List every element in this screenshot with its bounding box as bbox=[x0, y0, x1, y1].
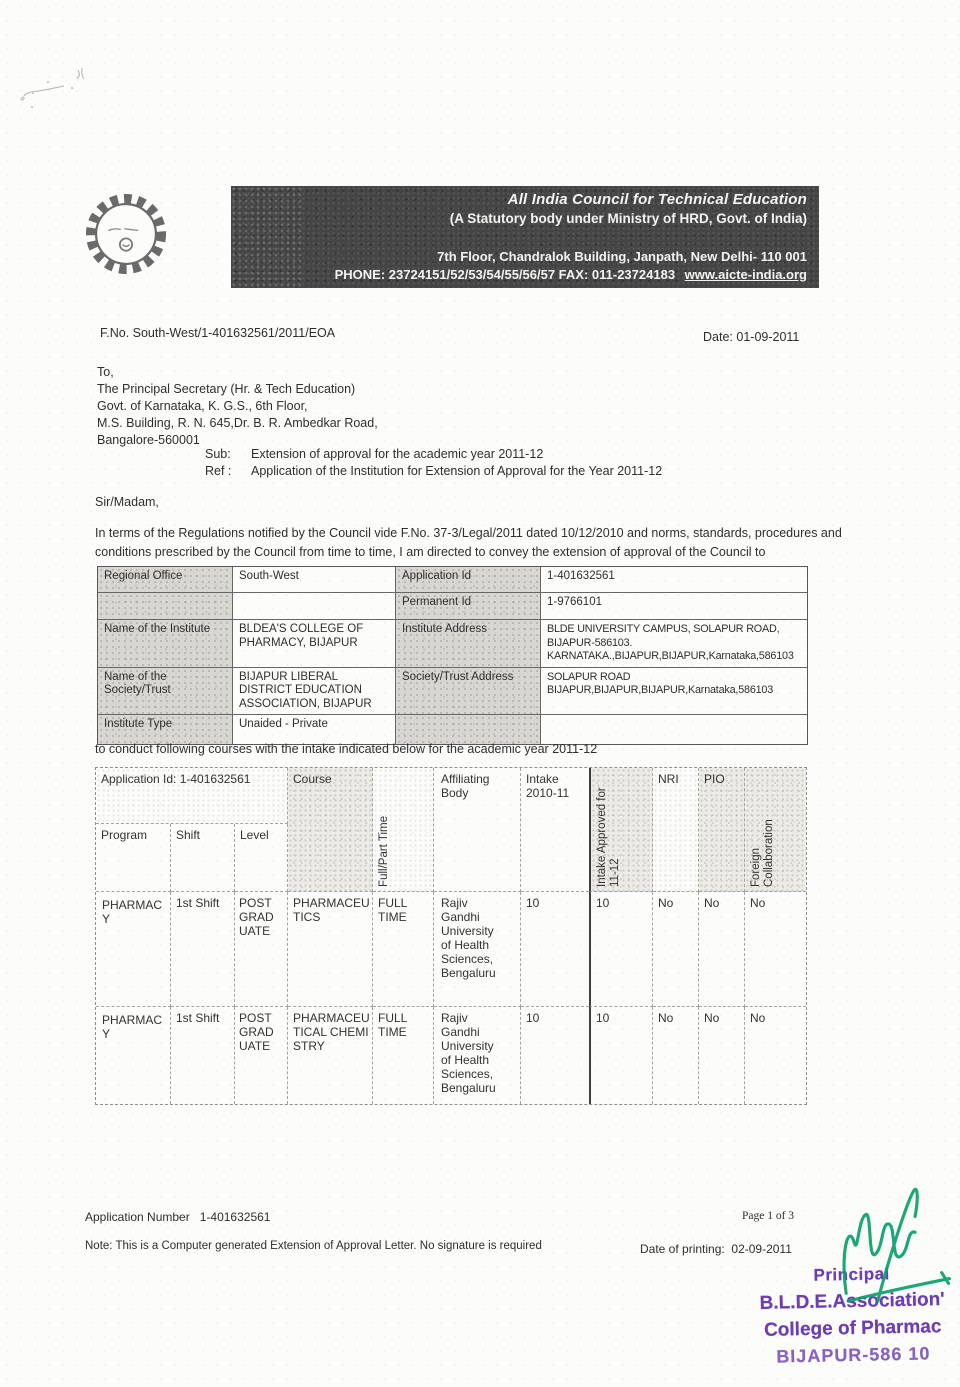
cell-program: PHARMACY bbox=[96, 1007, 171, 1104]
courses-intake-table bbox=[95, 767, 807, 1105]
col-header-course: Course bbox=[288, 768, 373, 892]
subject-line bbox=[205, 446, 662, 463]
col-header-pio: PIO bbox=[699, 768, 745, 892]
recipient-block bbox=[97, 364, 378, 449]
inst-label: Application Id bbox=[396, 567, 541, 593]
courses-application-id: Application Id: 1-401632561 bbox=[96, 768, 288, 824]
cell-intake-2010-11: 10 bbox=[521, 892, 589, 1007]
cell-intake-approved: 10 bbox=[589, 892, 653, 1007]
stamp-line: College of Pharmac bbox=[763, 1316, 942, 1341]
cell-intake-2010-11: 10 bbox=[526, 1011, 540, 1025]
aicte-gear-logo-icon bbox=[82, 188, 170, 280]
subject-reference-block bbox=[205, 446, 662, 480]
date-value: 01-09-2011 bbox=[736, 330, 800, 344]
inst-value: SOLAPUR ROAD BIJAPUR,BIJAPUR,BIJAPUR,Karnataka,586103 bbox=[541, 668, 807, 716]
recipient-line: Bangalore-560001 bbox=[97, 433, 200, 447]
inst-label: Name of the Society/Trust bbox=[98, 668, 233, 716]
body-paragraph: In terms of the Regulations notified by the Council vide F.No. 37-3/Legal/2011 dated 10/12/2010 and norms, standards, procedures and conditions prescribed by the Council from time to time, I am directed to convey the extension of approval of the Council to bbox=[95, 526, 842, 559]
inst-label bbox=[98, 593, 233, 620]
cell-full-part-time: FULL TIME bbox=[373, 892, 434, 1007]
cell-nri: No bbox=[653, 892, 699, 1007]
inst-label: Permanent Id bbox=[396, 593, 541, 620]
date-label: Date: bbox=[703, 330, 733, 344]
org-address: 7th Floor, Chandralok Building, Janpath, New Delhi- 110 001 bbox=[437, 249, 807, 264]
reference-line bbox=[205, 463, 662, 480]
reference-label: Ref : bbox=[205, 464, 232, 478]
col-header-level: Level bbox=[235, 824, 288, 892]
recipient-line: M.S. Building, R. N. 645,Dr. B. R. Ambedkar Road, bbox=[97, 416, 378, 430]
col-header-nri: NRI bbox=[653, 768, 699, 892]
inst-value: BLDEA'S COLLEGE OF PHARMACY, BIJAPUR bbox=[233, 620, 396, 668]
org-subtitle: (A Statutory body under Ministry of HRD, Govt. of India) bbox=[449, 211, 807, 226]
org-website: www.aicte-india.org bbox=[684, 267, 807, 282]
recipient-line: The Principal Secretary (Hr. & Tech Education) bbox=[97, 382, 356, 396]
col-header-intake-2010-11: Intake 2010-11 bbox=[521, 768, 589, 892]
application-number-label: Application Number bbox=[85, 1210, 190, 1224]
inst-value: South-West bbox=[233, 567, 396, 593]
col-header-affiliating-body: Affiliating Body bbox=[434, 768, 521, 892]
inst-value: 1-401632561 bbox=[541, 567, 807, 593]
org-name: All India Council for Technical Education bbox=[507, 191, 807, 208]
subject-text: Extension of approval for the academic year 2011-12 bbox=[251, 447, 544, 461]
cell-level: POSTGRADUATE bbox=[235, 1007, 288, 1104]
subject-label: Sub: bbox=[205, 447, 231, 461]
application-number-line bbox=[85, 1210, 270, 1224]
application-number-value: 1-401632561 bbox=[199, 1210, 271, 1224]
stamp-line: BIJAPUR-586 10 bbox=[776, 1343, 931, 1367]
cell-intake-approved: 10 bbox=[589, 1007, 653, 1104]
cell-course: PHARMACEUTICAL CHEMISTRY bbox=[288, 1007, 373, 1104]
col-header-intake-approved-11-12: Intake Approved for 11-12 bbox=[589, 768, 653, 892]
cell-foreign-collaboration: No bbox=[750, 1011, 766, 1025]
stamp-line: Principal bbox=[813, 1264, 890, 1285]
org-contact bbox=[243, 267, 807, 282]
col-header-foreign-collaboration: Foreign Collaboration bbox=[745, 768, 806, 892]
inst-value bbox=[233, 593, 396, 620]
recipient-line: Govt. of Karnataka, K. G.S., 6th Floor, bbox=[97, 399, 308, 413]
salutation: Sir/Madam, bbox=[95, 495, 159, 509]
inst-value: BIJAPUR LIBERAL DISTRICT EDUCATION ASSOCIATION, BIJAPUR bbox=[233, 668, 396, 716]
inst-label: Institute Type bbox=[98, 715, 233, 744]
inst-label: Name of the Institute bbox=[98, 620, 233, 668]
inst-value: Unaided - Private bbox=[233, 715, 396, 744]
file-number: F.No. South-West/1-401632561/2011/EOA bbox=[100, 326, 336, 340]
cell-affiliating-body: Rajiv Gandhi University of Health Sciences, Bengaluru bbox=[434, 1007, 521, 1104]
courses-intro: to conduct following courses with the intake indicated below for the academic year 2011-12 bbox=[95, 742, 598, 756]
inst-value: BLDE UNIVERSITY CAMPUS, SOLAPUR ROAD, BIJAPUR-586103. KARNATAKA.,BIJAPUR,BIJAPUR,Karnataka,586103 bbox=[541, 620, 807, 668]
cell-pio: No bbox=[699, 892, 745, 1007]
printing-date-line bbox=[640, 1242, 792, 1256]
reference-text: Application of the Institution for Extension of Approval for the Year 2011-12 bbox=[251, 464, 663, 478]
cell-shift: 1st Shift bbox=[171, 892, 235, 1007]
inst-label: Institute Address bbox=[396, 620, 541, 668]
inst-value: 1-9766101 bbox=[541, 593, 807, 620]
cell-program: PHARMACY bbox=[96, 892, 171, 1007]
letterhead-banner bbox=[231, 186, 819, 288]
printing-date-value: 02-09-2011 bbox=[731, 1242, 792, 1256]
cell-foreign-collaboration: No bbox=[745, 892, 806, 1007]
pencil-scribble-marks bbox=[10, 58, 120, 122]
letter-date bbox=[703, 329, 799, 346]
signature-scribble bbox=[815, 1185, 960, 1313]
col-header-shift: Shift bbox=[171, 824, 235, 892]
cell-shift: 1st Shift bbox=[171, 1007, 235, 1104]
cell-pio: No bbox=[699, 1007, 745, 1104]
org-phone-fax: PHONE: 23724151/52/53/54/55/56/57 FAX: 011-23724183 bbox=[334, 267, 676, 282]
cell-nri: No bbox=[653, 1007, 699, 1104]
inst-label: Society/Trust Address bbox=[396, 668, 541, 716]
col-header-full-part-time: Full/Part Time bbox=[373, 768, 434, 892]
printing-date-label: Date of printing: bbox=[640, 1242, 725, 1256]
recipient-to: To, bbox=[97, 365, 114, 379]
inst-label bbox=[396, 715, 541, 744]
footer-note: Note: This is a Computer generated Extension of Approval Letter. No signature is required bbox=[85, 1240, 542, 1252]
institute-details-table bbox=[97, 566, 808, 745]
cell-full-part-time: FULL TIME bbox=[373, 1007, 434, 1104]
cell-course: PHARMACEUTICS bbox=[288, 892, 373, 1007]
cell-level: POSTGRADUATE bbox=[235, 892, 288, 1007]
col-header-program: Program bbox=[96, 824, 171, 892]
inst-label: Regional Office bbox=[98, 567, 233, 593]
cell-affiliating-body: Rajiv Gandhi University of Health Sciences, Bengaluru bbox=[434, 892, 521, 1007]
stamp-line: B.L.D.E.Association' bbox=[759, 1289, 945, 1314]
inst-value bbox=[541, 715, 807, 744]
page-indicator: Page 1 of 3 bbox=[742, 1210, 795, 1222]
